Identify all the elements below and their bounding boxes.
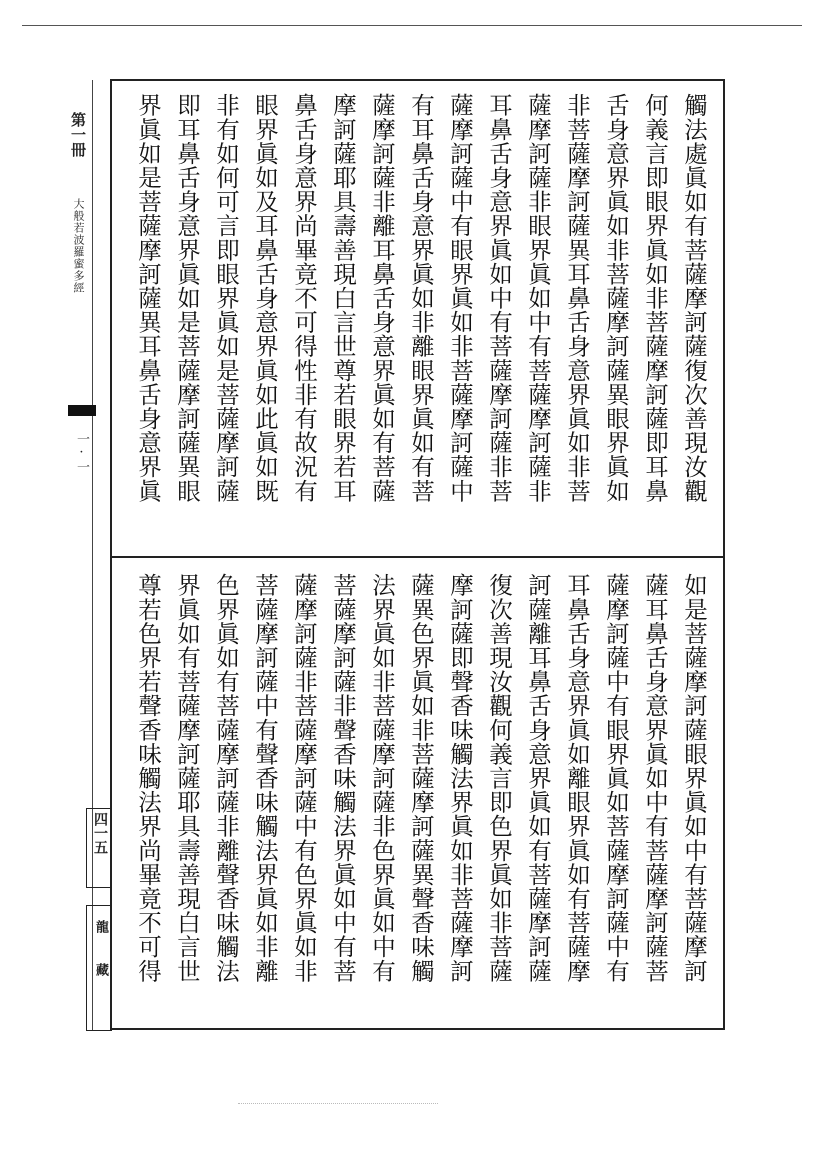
text-column: 薩摩訶薩非離耳鼻舌身意界眞如有菩薩 bbox=[368, 93, 396, 503]
top-rule bbox=[22, 25, 802, 26]
scan-specks bbox=[238, 1103, 438, 1106]
text-column: 耳鼻舌身意界眞如離眼界眞如有菩薩摩 bbox=[563, 573, 591, 983]
text-column: 尊若色界若聲香味觸法界尚畢竟不可得 bbox=[134, 573, 162, 983]
fishtail-mark bbox=[68, 405, 96, 416]
text-column: 訶薩離耳鼻舌身意界眞如有菩薩摩訶薩 bbox=[524, 573, 552, 983]
text-column: 薩異色界眞如非菩薩摩訶薩異聲香味觸 bbox=[407, 573, 435, 983]
text-column: 復次善現汝觀何義言即色界眞如非菩薩 bbox=[485, 573, 513, 983]
text-column: 薩摩訶薩非菩薩摩訶薩中有色界眞如非 bbox=[290, 573, 318, 983]
text-column: 摩訶薩即聲香味觸法界眞如非菩薩摩訶 bbox=[446, 573, 474, 983]
collection-label: 龍藏 bbox=[93, 920, 108, 1006]
text-column: 薩摩訶薩非眼界眞如中有菩薩摩訶薩非 bbox=[524, 93, 552, 503]
text-column: 即耳鼻舌身意界眞如是菩薩摩訶薩異眼 bbox=[173, 93, 201, 503]
text-column: 非菩薩摩訶薩異耳鼻舌身意界眞如非菩 bbox=[563, 93, 591, 503]
volume-label: 第一冊 bbox=[69, 112, 87, 157]
text-column: 舌身意界眞如非菩薩摩訶薩異眼界眞如 bbox=[602, 93, 630, 503]
text-column: 鼻舌身意界尚畢竟不可得性非有故況有 bbox=[290, 93, 318, 503]
text-column: 觸法處眞如有菩薩摩訶薩復次善現汝觀 bbox=[680, 93, 708, 503]
text-column: 界眞如有菩薩摩訶薩耶具壽善現白言世 bbox=[173, 573, 201, 983]
text-column: 摩訶薩耶具壽善現白言世尊若眼界若耳 bbox=[329, 93, 357, 503]
text-column: 有耳鼻舌身意界眞如非離眼界眞如有菩 bbox=[407, 93, 435, 503]
page-number: 四一五 bbox=[92, 812, 108, 854]
text-column: 如是菩薩摩訶薩眼界眞如中有菩薩摩訶 bbox=[680, 573, 708, 983]
sutra-title: 大般若波羅蜜多經 bbox=[72, 198, 85, 294]
text-column: 法界眞如非菩薩摩訶薩非色界眞如中有 bbox=[368, 573, 396, 983]
text-column: 眼界眞如及耳鼻舌身意界眞如此眞如既 bbox=[251, 93, 279, 503]
text-column: 非有如何可言即眼界眞如是菩薩摩訶薩 bbox=[212, 93, 240, 503]
fold-mark: 一·一 bbox=[74, 432, 89, 473]
text-column: 薩摩訶薩中有眼界眞如非菩薩摩訶薩中 bbox=[446, 93, 474, 503]
text-column: 界眞如是菩薩摩訶薩異耳鼻舌身意界眞 bbox=[134, 93, 162, 503]
text-column: 耳鼻舌身意界眞如中有菩薩摩訶薩非菩 bbox=[485, 93, 513, 503]
text-column: 薩耳鼻舌身意界眞如中有菩薩摩訶薩菩 bbox=[641, 573, 669, 983]
text-column: 薩摩訶薩中有眼界眞如菩薩摩訶薩中有 bbox=[602, 573, 630, 983]
text-column: 何義言即眼界眞如非菩薩摩訶薩即耳鼻 bbox=[641, 93, 669, 503]
text-column: 菩薩摩訶薩中有聲香味觸法界眞如非離 bbox=[251, 573, 279, 983]
register-divider bbox=[110, 556, 725, 558]
text-column: 菩薩摩訶薩非聲香味觸法界眞如中有菩 bbox=[329, 573, 357, 983]
text-column: 色界眞如有菩薩摩訶薩非離聲香味觸法 bbox=[212, 573, 240, 983]
